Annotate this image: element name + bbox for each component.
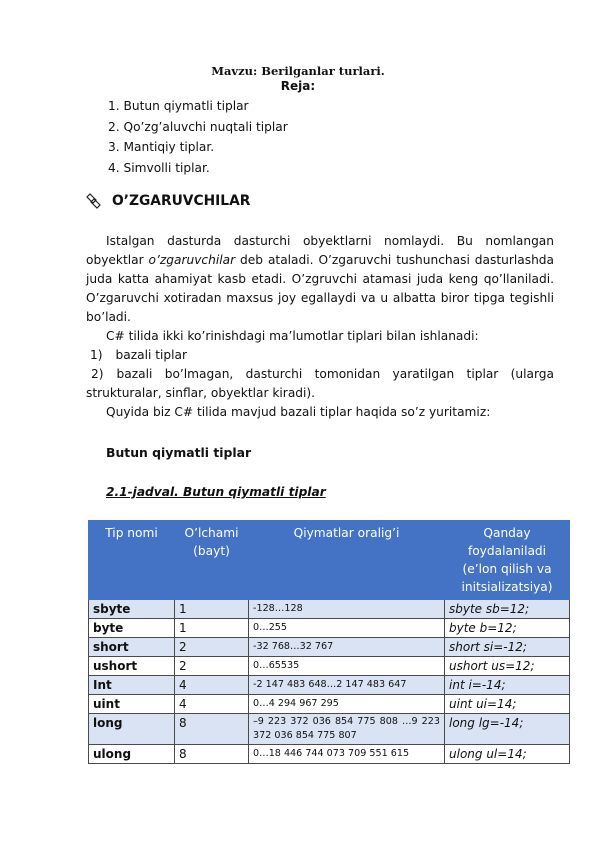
table-row bbox=[89, 638, 570, 657]
plan-item: 1. Butun qiymatli tiplar bbox=[108, 99, 249, 113]
header-cell: Qanday foydalaniladi (e’lon qilish va initsializatsiya) bbox=[445, 521, 570, 600]
kind-item-1: 1) bazali tiplar bbox=[90, 348, 187, 362]
table-row bbox=[89, 714, 570, 745]
header-cell: Qiymatlar oralig’i bbox=[249, 521, 445, 600]
type-name-cell: byte bbox=[89, 619, 175, 638]
range-cell: -128…128 bbox=[249, 600, 445, 619]
size-cell: 4 bbox=[175, 695, 249, 714]
header-cell: Tip nomi bbox=[89, 521, 175, 600]
usage-cell: sbyte sb=12; bbox=[445, 600, 570, 619]
range-cell: -32 768…32 767 bbox=[249, 638, 445, 657]
table-row bbox=[89, 745, 570, 764]
size-cell: 8 bbox=[175, 714, 249, 745]
usage-cell: ulong ul=14; bbox=[445, 745, 570, 764]
bullet-icon bbox=[86, 192, 104, 210]
type-name-cell: ulong bbox=[89, 745, 175, 764]
closing-sentence: Quyida biz C# tilida mavjud bazali tiplar haqida so’z yuritamiz: bbox=[106, 405, 491, 419]
type-name-cell: ushort bbox=[89, 657, 175, 676]
plan-list bbox=[108, 96, 288, 178]
subheading: Butun qiymatli tiplar bbox=[106, 445, 252, 460]
section-heading bbox=[86, 192, 250, 210]
usage-cell: byte b=12; bbox=[445, 619, 570, 638]
plan-item: 4. Simvolli tiplar. bbox=[108, 160, 210, 175]
table-row bbox=[89, 619, 570, 638]
kinds-intro: C# tilida ikki ko’rinishdagi ma’lumotlar tiplari bilan ishlanadi: bbox=[106, 329, 479, 343]
topic-title: Mavzu: Berilganlar turlari. bbox=[211, 64, 385, 78]
range-cell: 0…65535 bbox=[249, 657, 445, 676]
plan-item: 3. Mantiqiy tiplar. bbox=[108, 140, 215, 154]
size-cell: 2 bbox=[175, 657, 249, 676]
size-cell: 8 bbox=[175, 745, 249, 764]
usage-cell: int i=-14; bbox=[445, 676, 570, 695]
usage-cell: ushort us=12; bbox=[445, 657, 570, 676]
usage-cell: uint ui=14; bbox=[445, 695, 570, 714]
range-cell: -2 147 483 648…2 147 483 647 bbox=[249, 676, 445, 695]
table-row bbox=[89, 676, 570, 695]
type-name-cell: sbyte bbox=[89, 600, 175, 619]
plan-item: 2. Qo’zg’aluvchi nuqtali tiplar bbox=[108, 119, 288, 134]
range-cell: 0…18 446 744 073 709 551 615 bbox=[249, 745, 445, 764]
type-name-cell: Int bbox=[89, 676, 175, 695]
header-cell: O’lchami (bayt) bbox=[175, 521, 249, 600]
table-row bbox=[89, 695, 570, 714]
type-name-cell: uint bbox=[89, 695, 175, 714]
size-cell: 1 bbox=[175, 600, 249, 619]
range-cell: –9 223 372 036 854 775 808 …9 223 372 036 854 775 807 bbox=[249, 714, 445, 745]
type-name-cell: short bbox=[89, 638, 175, 657]
size-cell: 2 bbox=[175, 638, 249, 657]
size-cell: 1 bbox=[175, 619, 249, 638]
size-cell: 4 bbox=[175, 676, 249, 695]
table-caption: 2.1-jadval. Butun qiymatli tiplar bbox=[106, 485, 326, 499]
type-name-cell: long bbox=[89, 714, 175, 745]
italic-term: o’zgaruvchilar bbox=[148, 253, 236, 267]
table-row bbox=[89, 657, 570, 676]
kind-item-2: 2) bazali bo’lmagan, dasturchi tomonidan yaratilgan tiplar (ularga strukturalar, sinflar, obyektlar kiradi). bbox=[86, 367, 554, 400]
table-row bbox=[89, 600, 570, 619]
usage-cell: long lg=-14; bbox=[445, 714, 570, 745]
usage-cell: short si=-12; bbox=[445, 638, 570, 657]
integer-types-table bbox=[88, 520, 570, 764]
range-cell: 0…4 294 967 295 bbox=[249, 695, 445, 714]
plan-title: Reja: bbox=[280, 79, 316, 93]
intro-paragraph: Istalgan dasturda dasturchi obyektlarni nomlaydi. Bu nomlangan obyektlar o’zgaruvchilar deb ataladi. O’zgaruvchi tushunchasi dasturlashda juda katta ahamiyat kasb etadi. O’zgruvchi atamasi juda keng qo’llaniladi. O’zgaruvchi xotiradan maxsus joy egallaydi va u albatta biror tipga tegishli bo’ladi. bbox=[86, 234, 554, 324]
range-cell: 0…255 bbox=[249, 619, 445, 638]
section-heading-text: O’ZGARUVCHILAR bbox=[112, 193, 251, 209]
table-header-row bbox=[89, 521, 570, 600]
